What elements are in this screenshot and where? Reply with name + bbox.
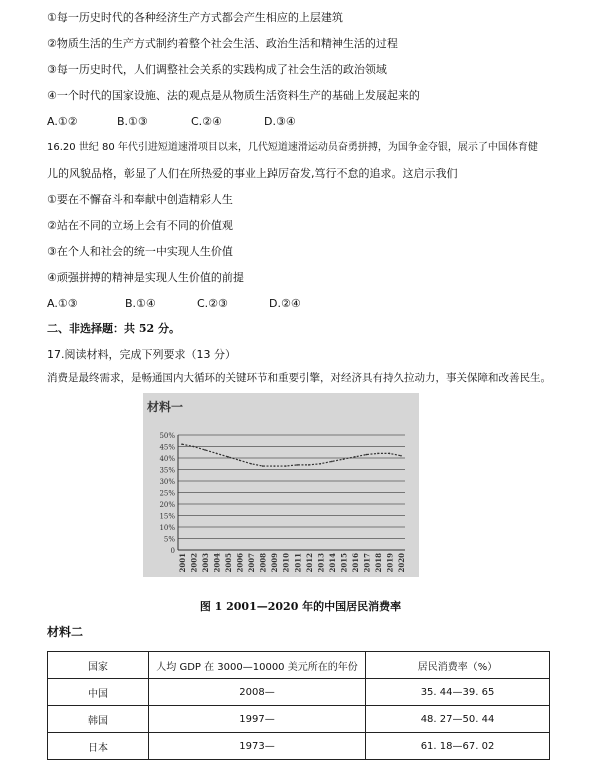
data-point: [285, 465, 287, 467]
y-tick-label: 15%: [159, 512, 175, 521]
data-point: [216, 453, 218, 455]
q16-stem-cont: 儿的风貌品格，彰显了人们在所热爱的事业上踔厉奋发,笃行不怠的追求。这启示我们: [47, 167, 458, 180]
table-cell: 日本: [48, 733, 149, 760]
table-cell: 2008—: [149, 679, 366, 706]
data-point: [273, 465, 275, 467]
option-line: ②站在不同的立场上会有不同的价值观: [47, 219, 233, 232]
data-point: [239, 460, 241, 462]
table-cell: 61. 18—67. 02: [366, 733, 550, 760]
chart-title: 材料一: [147, 400, 184, 414]
data-point: [343, 458, 345, 460]
option-line: ①每一历史时代的各种经济生产方式都会产生相应的上层建筑: [47, 11, 343, 24]
table-cell: 韩国: [48, 706, 149, 733]
y-tick-label: 40%: [159, 455, 175, 463]
x-tick-label: 2010: [281, 553, 291, 573]
option-c: C.②④: [191, 115, 222, 128]
x-tick-label: 2015: [339, 553, 349, 573]
x-tick-label: 2002: [189, 553, 199, 573]
data-point: [377, 453, 379, 455]
figure-caption: 图 1 2001—2020 年的中国居民消费率: [199, 600, 402, 613]
x-tick-label: 2014: [327, 553, 337, 573]
x-tick-label: 2006: [235, 553, 245, 573]
table-cell: 35. 44—39. 65: [366, 679, 550, 706]
option-b: B.①④: [125, 297, 156, 310]
y-tick-label: 10%: [159, 524, 175, 532]
data-point: [296, 464, 298, 466]
data-point: [366, 454, 368, 456]
option-a: A.①③: [47, 297, 78, 310]
option-line: ③每一历史时代，人们调整社会关系的实践构成了社会生活的政治领域: [47, 63, 387, 76]
option-d: D.③④: [264, 115, 296, 128]
x-tick-label: 2007: [247, 553, 257, 573]
y-tick-label: 25%: [159, 489, 175, 498]
x-tick-label: 2017: [362, 553, 372, 573]
x-tick-label: 2019: [385, 553, 395, 573]
data-point: [400, 455, 402, 457]
q17-intro: 消费是最终需求，是畅通国内大循环的关键环节和重要引擎，对经济具有持久拉动力，事关保障和改善民生。: [47, 372, 551, 384]
table-row: [48, 679, 550, 706]
y-tick-label: 50%: [159, 432, 175, 440]
y-tick-label: 0: [170, 547, 175, 555]
x-tick-label: 2005: [224, 553, 234, 573]
data-point: [250, 463, 252, 465]
data-point: [193, 446, 195, 448]
option-line: ③在个人和社会的统一中实现人生价值: [47, 245, 233, 258]
x-tick-label: 2003: [201, 553, 211, 573]
x-tick-label: 2009: [270, 553, 280, 573]
data-table: [47, 651, 550, 760]
q16-options: [47, 297, 301, 311]
table-cell: 1973—: [149, 733, 366, 760]
option-line: ②物质生活的生产方式制约着整个社会生活、政治生活和精神生活的过程: [47, 37, 398, 50]
q16-stem: 16.20 世纪 80 年代引进短道速滑项目以来，几代短道速滑运动员奋勇拼搏，为国争金夺银，展示了中国体育健: [47, 142, 538, 153]
chart-figure: [143, 393, 419, 577]
header-cell: 人均 GDP 在 3000—10000 美元所在的年份: [149, 652, 366, 679]
option-line: ④顽强拼搏的精神是实现人生价值的前提: [47, 271, 244, 284]
header-cell: 居民消费率（%）: [366, 652, 550, 679]
table-cell: 48. 27—50. 44: [366, 706, 550, 733]
table-row: [48, 733, 550, 760]
data-point: [331, 461, 333, 463]
data-point: [181, 443, 183, 445]
table-header-row: [48, 652, 550, 679]
x-tick-label: 2001: [178, 553, 187, 573]
series-line: [182, 444, 401, 466]
header-cell: 国家: [48, 652, 149, 679]
y-tick-label: 20%: [159, 501, 175, 509]
option-d: D.②④: [269, 297, 301, 310]
y-tick-label: 35%: [159, 466, 175, 475]
q15-options: [47, 115, 296, 129]
q17-stem: 17.阅读材料，完成下列要求（13 分）: [47, 348, 236, 361]
x-tick-label: 2012: [304, 553, 314, 573]
material-two-label: 材料二: [47, 625, 84, 639]
y-tick-label: 5%: [163, 535, 175, 544]
data-point: [227, 456, 229, 458]
x-tick-label: 2020: [397, 553, 406, 573]
option-line: ④一个时代的国家设施、法的观点是从物质生活资料生产的基础上发展起来的: [47, 89, 420, 102]
x-tick-label: 2018: [373, 553, 383, 573]
x-tick-label: 2004: [212, 553, 222, 573]
table-cell: 1997—: [149, 706, 366, 733]
option-b: B.①③: [117, 115, 148, 128]
option-c: C.②③: [197, 297, 228, 310]
y-tick-label: 45%: [159, 443, 175, 452]
data-point: [204, 449, 206, 451]
table-cell: 中国: [48, 679, 149, 706]
data-point: [389, 453, 391, 455]
line-chart: [143, 393, 419, 577]
table-row: [48, 706, 550, 733]
y-tick-label: 30%: [159, 478, 175, 486]
data-point: [354, 456, 356, 458]
option-line: ①要在不懈奋斗和奉献中创造精彩人生: [47, 193, 233, 206]
data-point: [262, 465, 264, 467]
x-tick-label: 2016: [350, 553, 360, 573]
x-tick-label: 2008: [258, 553, 268, 573]
x-tick-label: 2011: [293, 553, 303, 573]
data-point: [320, 463, 322, 465]
x-tick-label: 2013: [316, 553, 326, 573]
section-heading: 二、非选择题：共 52 分。: [47, 322, 180, 335]
option-a: A.①②: [47, 115, 78, 128]
data-point: [308, 464, 310, 466]
